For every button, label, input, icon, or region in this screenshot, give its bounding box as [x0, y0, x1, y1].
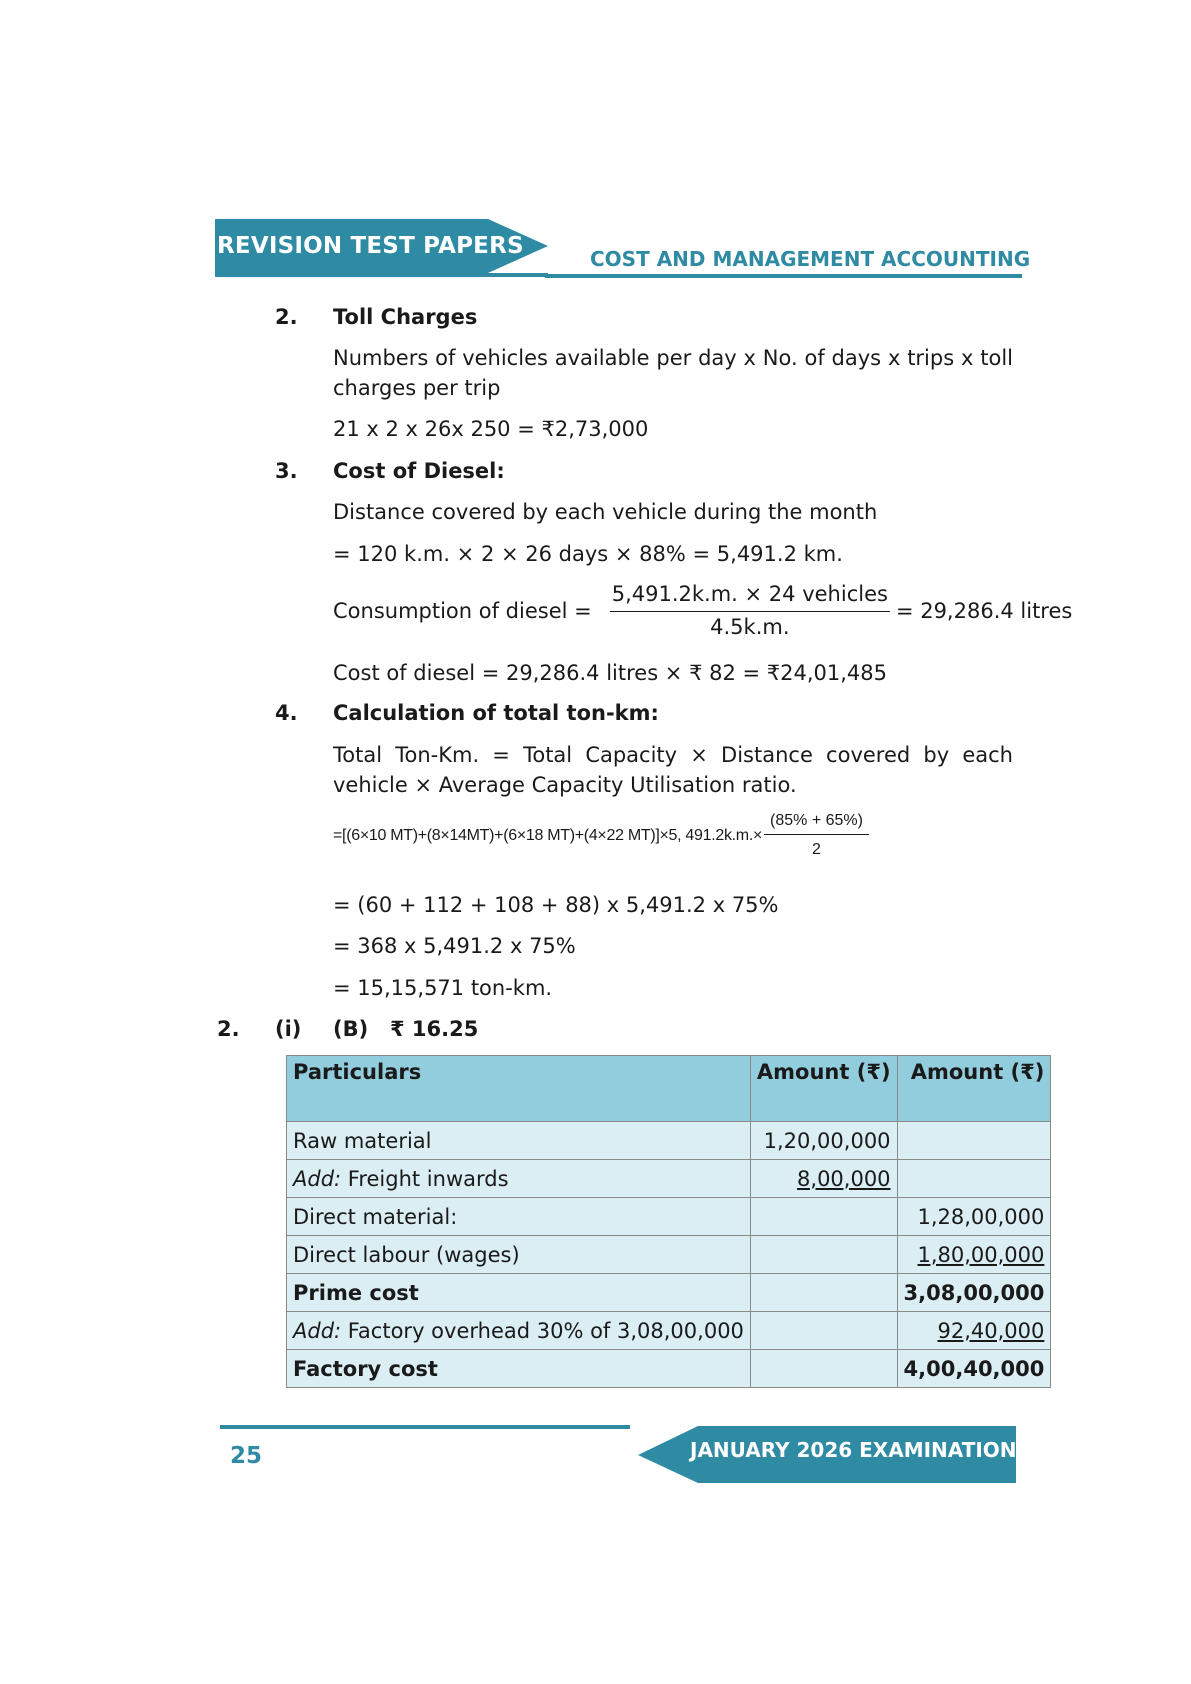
amount-value: 8,00,000	[797, 1166, 891, 1191]
amount-cell	[750, 1198, 897, 1236]
amount-value: 92,40,000	[937, 1318, 1045, 1343]
section-title: Cost of Diesel:	[333, 459, 505, 483]
amount-cell	[897, 1312, 1051, 1350]
page-number: 25	[230, 1443, 263, 1469]
amount-cell: 1,20,00,000	[750, 1122, 897, 1160]
header-right-title: COST AND MANAGEMENT ACCOUNTING	[590, 247, 1031, 271]
amount-cell	[750, 1236, 897, 1274]
section-text: Total Ton-Km. = Total Capacity × Distance covered by each vehicle × Average Capacity Utilisation ratio.	[333, 743, 1013, 797]
fraction	[764, 812, 869, 859]
row-label-text: Factory overhead 30% of 3,08,00,000	[341, 1318, 744, 1343]
calc-step: = (60 + 112 + 108 + 88) x 5,491.2 x 75%	[333, 893, 779, 917]
row-label	[287, 1122, 751, 1160]
ton-km-formula	[333, 812, 869, 859]
diesel-consumption-formula	[333, 579, 1072, 642]
row-label	[287, 1236, 751, 1274]
formula-main: =[(6×10 MT)+(8×14MT)+(6×18 MT)+(4×22 MT)]×5, 491.2k.m.×	[333, 826, 763, 844]
row-label-text: Direct material:	[293, 1204, 458, 1229]
fraction-numerator: (85% + 65%)	[764, 812, 869, 835]
row-label-text: Prime cost	[293, 1280, 419, 1305]
row-label-text: Raw material	[293, 1128, 432, 1153]
amount-cell: 4,00,40,000	[897, 1350, 1051, 1388]
column-header: Particulars	[287, 1056, 751, 1122]
table-row	[287, 1236, 1051, 1274]
section-calc: = 120 k.m. × 2 × 26 days × 88% = 5,491.2 km.	[333, 542, 843, 566]
section-text: Distance covered by each vehicle during the month	[333, 500, 878, 524]
fraction-denominator: 4.5k.m.	[710, 615, 790, 639]
calc-step: = 15,15,571 ton-km.	[333, 976, 553, 1000]
column-header: Amount (₹)	[750, 1056, 897, 1122]
section-title: Toll Charges	[333, 305, 478, 329]
fraction-denominator: 2	[812, 841, 821, 858]
footer-rule	[220, 1425, 630, 1429]
header-left-banner	[215, 219, 548, 279]
amount-cell	[897, 1122, 1051, 1160]
fraction	[610, 579, 890, 642]
answer-value: ₹ 16.25	[390, 1017, 479, 1041]
amount-cell: 1,28,00,000	[897, 1198, 1051, 1236]
amount-cell	[750, 1350, 897, 1388]
formula-result: = 29,286.4 litres	[895, 598, 1073, 623]
amount-value: 1,80,00,000	[917, 1242, 1045, 1267]
amount-cell	[750, 1312, 897, 1350]
table-row	[287, 1350, 1051, 1388]
amount-cell	[897, 1160, 1051, 1198]
footer-right-banner	[638, 1426, 1016, 1483]
section-number: 4.	[275, 701, 298, 725]
table-row	[287, 1312, 1051, 1350]
row-label	[287, 1274, 751, 1312]
row-label-text: Freight inwards	[341, 1166, 509, 1191]
table-header-row	[287, 1056, 1051, 1122]
fraction-numerator: 5,491.2k.m. × 24 vehicles	[610, 579, 890, 612]
row-label	[287, 1160, 751, 1198]
table-row	[287, 1122, 1051, 1160]
row-label	[287, 1198, 751, 1236]
row-label-text: Direct labour (wages)	[293, 1242, 520, 1267]
amount-cell	[897, 1236, 1051, 1274]
header-rule	[545, 274, 1022, 278]
section-number: 3.	[275, 459, 298, 483]
answer-option: (B)	[333, 1017, 369, 1041]
section-calc: Cost of diesel = 29,286.4 litres × ₹ 82 = ₹24,01,485	[333, 661, 888, 685]
column-header: Amount (₹)	[897, 1056, 1051, 1122]
table-row	[287, 1160, 1051, 1198]
amount-cell	[750, 1274, 897, 1312]
formula-label: Consumption of diesel =	[333, 598, 592, 623]
section-text: Numbers of vehicles available per day x No. of days x trips x toll charges per trip	[333, 346, 1013, 400]
row-label	[287, 1350, 751, 1388]
question-number: 2.	[217, 1017, 240, 1041]
row-label-prefix: Add:	[293, 1318, 342, 1343]
amount-cell: 3,08,00,000	[897, 1274, 1051, 1312]
footer-exam-title: JANUARY 2026 EXAMINATION	[690, 1438, 1017, 1462]
calc-step: = 368 x 5,491.2 x 75%	[333, 934, 576, 958]
cost-sheet-table	[286, 1055, 1051, 1388]
section-number: 2.	[275, 305, 298, 329]
row-label-text: Factory cost	[293, 1356, 438, 1381]
table-row	[287, 1274, 1051, 1312]
header-left-title: REVISION TEST PAPERS	[217, 233, 524, 259]
section-calc: 21 x 2 x 26x 250 = ₹2,73,000	[333, 417, 649, 441]
question-subpart: (i)	[275, 1017, 302, 1041]
section-title: Calculation of total ton-km:	[333, 701, 659, 725]
amount-cell	[750, 1160, 897, 1198]
row-label	[287, 1312, 751, 1350]
table-row	[287, 1198, 1051, 1236]
row-label-prefix: Add:	[293, 1166, 342, 1191]
